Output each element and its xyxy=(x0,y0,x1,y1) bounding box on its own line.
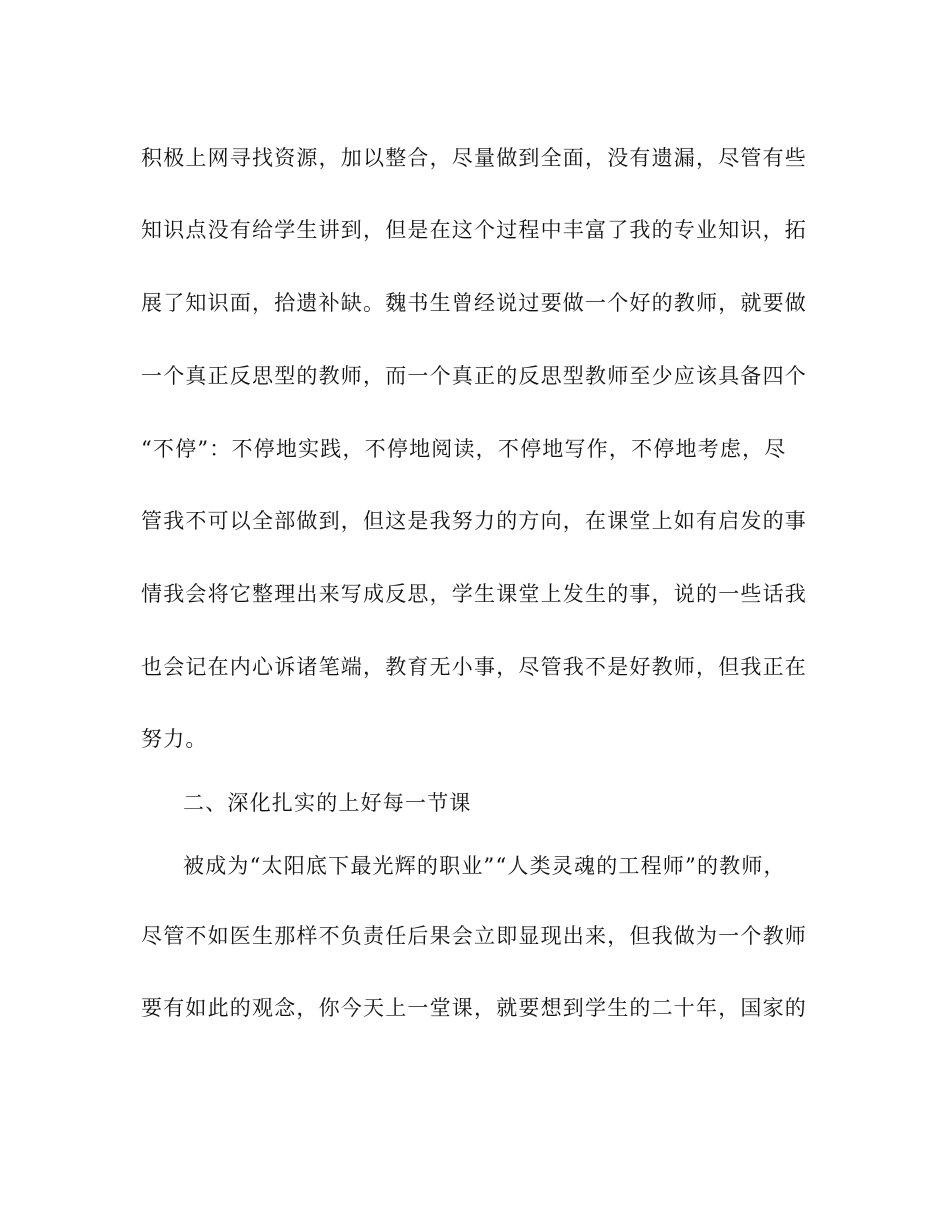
paragraph-1-line-8: 也会记在内心诉诸笔端，教育无小事，尽管我不是好教师，但我正在 xyxy=(141,655,807,679)
paragraph-1-line-5: “不停”：不停地实践，不停地阅读，不停地写作，不停地考虑，尽 xyxy=(141,437,787,461)
paragraph-1-line-6: 管我不可以全部做到，但这是我努力的方向，在课堂上如有启发的事 xyxy=(141,509,807,533)
paragraph-1-line-3: 展了知识面，拾遗补缺。魏书生曾经说过要做一个好的教师，就要做 xyxy=(141,291,807,315)
paragraph-1-line-4: 一个真正反思型的教师，而一个真正的反思型教师至少应该具备四个 xyxy=(141,364,807,388)
paragraph-2-line-1: 被成为“太阳底下最光辉的职业”“人类灵魂的工程师”的教师， xyxy=(183,854,786,878)
paragraph-1-line-9: 努力。 xyxy=(141,727,208,751)
paragraph-2-line-3: 要有如此的观念，你今天上一堂课，就要想到学生的二十年，国家的 xyxy=(141,996,807,1020)
section-heading: 二、深化扎实的上好每一节课 xyxy=(183,791,472,815)
paragraph-2-line-2: 尽管不如医生那样不负责任后果会立即显现出来，但我做为一个教师 xyxy=(141,924,807,948)
paragraph-1-line-1: 积极上网寻找资源，加以整合，尽量做到全面，没有遗漏，尽管有些 xyxy=(141,146,807,170)
paragraph-1-line-7: 情我会将它整理出来写成反思，学生课堂上发生的事，说的一些话我 xyxy=(141,582,807,606)
paragraph-1-line-2: 知识点没有给学生讲到，但是在这个过程中丰富了我的专业知识，拓 xyxy=(141,218,807,242)
